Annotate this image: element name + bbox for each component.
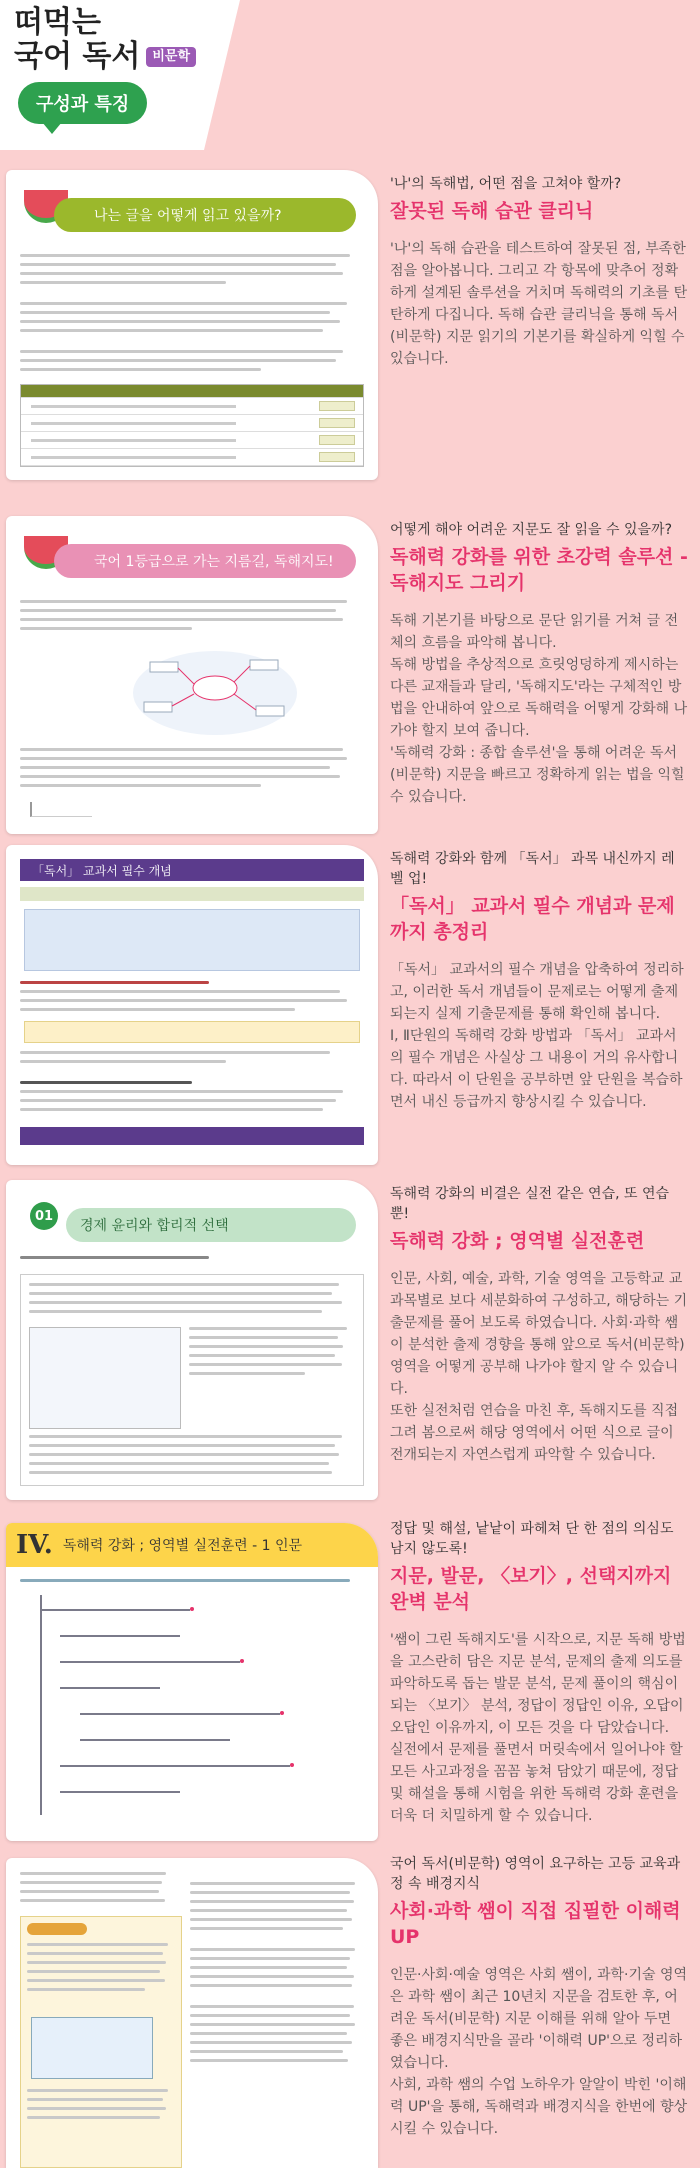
map-branch	[80, 1713, 280, 1715]
section-1-text	[390, 174, 688, 370]
card-text-lines	[20, 254, 364, 377]
mind-map-diagram	[130, 648, 300, 738]
section-body	[390, 1629, 688, 1827]
card-text-lines	[190, 1882, 364, 2068]
mind-map-node	[150, 662, 178, 672]
card-text-lines	[20, 1872, 174, 1908]
body-paragraph: Ⅰ, Ⅱ단원의 독해력 강화 방법과 「독서」 교과서의 필수 개념은 사실상 그 내용이 거의 유사합니다. 따라서 이 단원을 공부하면 앞 단원을 복습하면서 내신 등급까지 향상시킬 수 있습니다.	[390, 1028, 683, 1110]
section-2	[0, 500, 700, 840]
map-branch	[60, 1687, 160, 1689]
section-title: 잘못된 독해 습관 클리닉	[390, 200, 594, 222]
map-branch	[60, 1765, 290, 1767]
section-body	[390, 959, 688, 1113]
card-text-lines	[29, 1435, 355, 1480]
section-6-text	[390, 1854, 688, 2140]
card-text-lines	[189, 1327, 355, 1381]
card-answer-analysis	[6, 1523, 378, 1841]
brand-logo	[14, 6, 196, 74]
section-title: 지문, 발문, 〈보기〉, 선택지까지 완벽 분석	[390, 1565, 672, 1613]
card-text-lines	[27, 1943, 175, 1997]
body-paragraph: 독해 방법을 추상적으로 흐릿엉덩하게 제시하는 다른 교재들과 달리, '독해지도'라는 구체적인 방법을 안내하여 앞으로 독해력을 어떻게 강화해 나가야 할지 보여 줍니다.	[390, 657, 688, 739]
table-header	[20, 1127, 364, 1145]
card-text-lines	[29, 1283, 355, 1319]
mind-map-node	[256, 706, 284, 716]
map-branch	[80, 1739, 230, 1741]
map-dot	[190, 1607, 194, 1611]
card-textbook-concepts	[6, 845, 378, 1165]
section-4-text	[390, 1184, 688, 1466]
brand-tag: 비문학	[146, 47, 196, 67]
mind-map-center	[193, 676, 237, 700]
section-intro: 정답 및 해설, 낱낱이 파헤쳐 단 한 점의 의심도 남지 않도록!	[390, 1521, 674, 1557]
science-diagram	[31, 2017, 153, 2079]
checklist-table	[20, 384, 364, 467]
section-body	[390, 610, 688, 808]
section-4	[0, 1180, 700, 1510]
map-branch	[60, 1635, 180, 1637]
brand-line2: 국어 독서	[14, 39, 141, 74]
section-title: 사회·과학 쌤이 직접 집필한 이해력 UP	[390, 1900, 681, 1948]
card-text-lines	[27, 2089, 175, 2125]
map-dot	[240, 1659, 244, 1663]
section-title: 독해력 강화 ; 영역별 실전훈련	[390, 1230, 645, 1252]
card-background-knowledge	[6, 1858, 378, 2168]
section-intro: 독해력 강화의 비결은 실전 같은 연습, 또 연습뿐!	[390, 1186, 670, 1222]
map-dot	[280, 1711, 284, 1715]
card-text-lines	[20, 1256, 364, 1265]
card-text-lines	[20, 600, 364, 636]
section-5-text	[390, 1519, 688, 1827]
concept-box	[24, 909, 360, 971]
body-paragraph: 인문·사회·예술 영역은 사회 쌤이, 과학·기술 영역은 과학 쌤이 최근 10년치 지문을 검토한 후, 어려운 독서(비문학) 지문 이해를 위해 알아 두면 좋은 배경지식만을 골라 '이해력 UP'으로 정리하였습니다.	[390, 1967, 688, 2071]
card-text-lines	[20, 1051, 364, 1069]
map-branch	[40, 1609, 190, 1611]
body-paragraph: 「독서」 교과서의 필수 개념을 압축하여 정리하고, 이러한 독서 개념들이 문제로는 어떻게 출제되는지 실제 기출문제를 통해 확인해 봅니다.	[390, 962, 684, 1022]
body-paragraph: '나'의 독해 습관을 테스트하여 잘못된 점, 부족한 점을 알아봅니다. 그리고 각 항목에 맞추어 정확하게 설계된 솔루션을 거치며 독해력의 기초를 탄탄하게 다집니다. 독해 습관 클리닉을 통해 독서(비문학) 지문 읽기의 기본기를 확실하게 익힐 수 있습니다.	[390, 241, 688, 367]
card-banner: 국어 1등급으로 가는 지름길, 독해지도!	[54, 544, 356, 578]
card-banner: 경제 윤리와 합리적 선택	[66, 1208, 356, 1242]
card-practice-training	[6, 1180, 378, 1500]
card-text-lines	[20, 1081, 364, 1117]
card-reading-map	[6, 516, 378, 834]
map-branch	[60, 1791, 180, 1793]
section-3	[0, 845, 700, 1175]
section-title: 「독서」 교과서 필수 개념과 문제까지 총정리	[390, 895, 675, 943]
highlight-box	[24, 1021, 360, 1043]
section-3-text	[390, 849, 688, 1113]
section-6	[0, 1850, 700, 2168]
mind-map-node	[250, 660, 278, 670]
passage-box	[20, 1274, 364, 1486]
body-paragraph: '독해력 강화 : 종합 솔루션'을 통해 어려운 독서(비문학) 지문을 빠르고 정확하게 읽는 법을 익힐 수 있습니다.	[390, 745, 685, 805]
card-text-lines	[20, 748, 364, 793]
body-paragraph: 실전에서 문제를 풀면서 머릿속에서 일어나야 할 모든 사고과정을 꼼꼼 놓쳐 담았기 때문에, 정답 및 해설을 통해 시험을 위한 독해력 강화 훈련을 더욱 더 치밀하게 할 수 있습니다.	[390, 1742, 683, 1824]
card-habit-clinic	[6, 170, 378, 480]
body-paragraph: '쌤이 그린 독해지도'를 시작으로, 지문 독해 방법을 고스란히 담은 지문 분석, 문제의 출제 의도를 파악하도록 돕는 발문 분석, 문제 풀이의 핵심이 되는 〈보기〉 분석, 정답이 정답인 이유, 오답이 오답인 이유까지, 이 모든 것을 다 담았습니다.	[390, 1632, 686, 1736]
section-title: 독해력 강화를 위한 초강력 솔루션 - 독해지도 그리기	[390, 546, 688, 594]
map-trunk	[40, 1595, 42, 1815]
section-body	[390, 1268, 688, 1466]
body-paragraph: 독해 기본기를 바탕으로 문단 읽기를 거쳐 글 전체의 흐름을 파악해 봅니다.	[390, 613, 679, 651]
section-intro: 독해력 강화와 함께 「독서」 과목 내신까지 레벨 업!	[390, 851, 675, 887]
section-2-text	[390, 520, 688, 808]
understanding-up-tag	[27, 1923, 87, 1935]
map-branch	[60, 1661, 240, 1663]
understanding-up-box	[20, 1916, 182, 2168]
card-banner: 「독서」 교과서 필수 개념	[20, 859, 364, 881]
section-5	[0, 1515, 700, 1845]
map-dot	[290, 1763, 294, 1767]
chapter-bar	[6, 1523, 378, 1567]
body-paragraph: 인문, 사회, 예술, 과학, 기술 영역을 고등학교 교과목별로 보다 세분화하여 구성하고, 해당하는 기출문제를 풀어 보도록 하였습니다. 사회·과학 쌤이 분석한 출제 경향을 통해 앞으로 독서(비문학) 영역을 어떻게 공부해 나가야 할지 알 수 있습니다.	[390, 1271, 688, 1397]
header	[0, 0, 700, 150]
card-text-lines	[20, 981, 364, 1017]
exercise-number: 01	[30, 1202, 58, 1230]
section-intro: '나'의 독해법, 어떤 점을 고쳐야 할까?	[390, 176, 622, 192]
mind-map-node	[144, 702, 172, 712]
card-text-lines	[20, 1579, 364, 1588]
section-body	[390, 1964, 688, 2140]
chapter-title: 독해력 강화 ; 영역별 실전훈련 - 1 인문	[62, 1538, 303, 1554]
section-1	[0, 170, 700, 495]
data-table-image	[29, 1327, 181, 1429]
body-paragraph: 사회, 과학 쌤의 수업 노하우가 알알이 박힌 '이해력 UP'을 통해, 독해력과 배경지식을 한번에 향상시킬 수 있습니다.	[390, 2077, 688, 2137]
section-intro: 국어 독서(비문학) 영역이 요구하는 고등 교육과정 속 배경지식	[390, 1856, 681, 1892]
brand-line1: 떠먹는	[14, 5, 101, 40]
chapter-marker	[30, 802, 92, 817]
card-banner: 나는 글을 어떻게 읽고 있을까?	[54, 198, 356, 232]
section-pill: 구성과 특징	[18, 82, 147, 124]
body-paragraph: 또한 실전처럼 연습을 마친 후, 독해지도를 직접 그려 봄으로써 해당 영역에서 어떤 식으로 글이 전개되는지 자연스럽게 파악할 수 있습니다.	[390, 1403, 679, 1463]
section-intro: 어떻게 해야 어려운 지문도 잘 읽을 수 있을까?	[390, 522, 673, 538]
section-body	[390, 238, 688, 370]
subheading-bar	[20, 887, 364, 901]
chapter-number: IV.	[16, 1530, 53, 1560]
